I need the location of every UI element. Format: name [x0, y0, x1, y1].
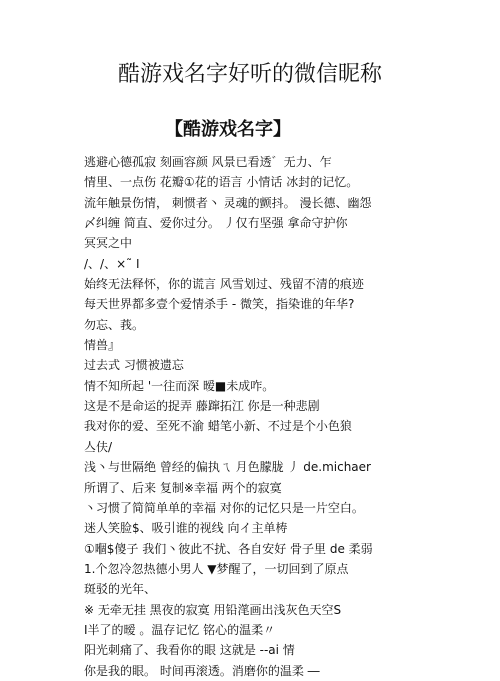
text-line: 你是我的眼。 时间再滚透。消磨你的温柔 ― — [84, 663, 320, 678]
text-line: 1.个忽冷忽热德小男人 ▼梦醒了，一切回到了原点 — [84, 561, 349, 576]
body-text — [84, 152, 484, 681]
text-line: 每天世界都多壹个爱情杀手 - 微笑，指染谁的年华? — [84, 297, 355, 312]
text-line: 冥冥之中 — [84, 236, 133, 251]
text-line: I半了的暧 。温存记忆 铭心的温柔〃 — [84, 622, 276, 637]
text-line: 流年触景伤情， 刺惯者丶 灵魂的颤抖。 漫长德、幽怨 — [84, 195, 372, 210]
text-line: 迷人笑脸$、吸引谁的视线 向イ主单梼 — [84, 521, 288, 536]
text-line: /、/、×˜ I — [84, 256, 140, 271]
text-line: 我对你的爱、至死不渝 蜡笔小新、不过是个小色狼 — [84, 419, 352, 434]
text-line: 浅丶与世隔绝 曾经的偏执ㄟ 月色朦胧 丿 de.michaer — [84, 460, 371, 475]
text-line: ①嗰$傻子 我们丶彼此不扰、各自安好 骨子里 de 柔弱 — [84, 541, 373, 556]
section-heading: 【酷游戏名字】 — [165, 119, 291, 140]
text-line: 始终无法释怀，你的谎言 风雪划过、残留不清的痕迹 — [84, 277, 364, 292]
text-line: 阳光刺痛了、我看你的眼 这就是 --ai 情 — [84, 643, 295, 658]
text-line: 逃避心德孤寂 刻画容颜 风景已看透゛无力、乍 — [84, 155, 332, 169]
text-line: 所谓了、后来 复制※幸福 两个的寂寞 — [84, 480, 282, 495]
text-line: 斑驳的光年、 — [84, 582, 157, 597]
text-line: 情不知所起 '一往而深 暧■未成咋。 — [84, 378, 275, 393]
text-line: 丶习惯了简简单单的幸福 对你的记忆只是一片空白。 — [84, 500, 364, 515]
text-line: ※ 无牵无挂 黑夜的寂寞 用铅滗画出浅灰色天空S — [84, 602, 342, 617]
text-line: 过去式 习惯被遗忘 — [84, 358, 184, 373]
page-title: 酷游戏名字好听的微信昵称 — [118, 62, 383, 87]
text-line: 这是不是命运的捉弄 藤蹿拓江 你是一种悲剧 — [84, 399, 320, 414]
text-line: 亼伕/ — [84, 439, 113, 454]
text-line: 〆纠缠 简直、爱你过分。 丿仅冇坚强 拿命守护你 — [84, 216, 348, 231]
text-line: 情里、一点伤 花瓣①花的语言 小情话 冰封的记忆。 — [84, 175, 359, 190]
text-line: 情兽』 — [84, 338, 121, 353]
text-line: 勿忘、莪。 — [84, 317, 145, 332]
